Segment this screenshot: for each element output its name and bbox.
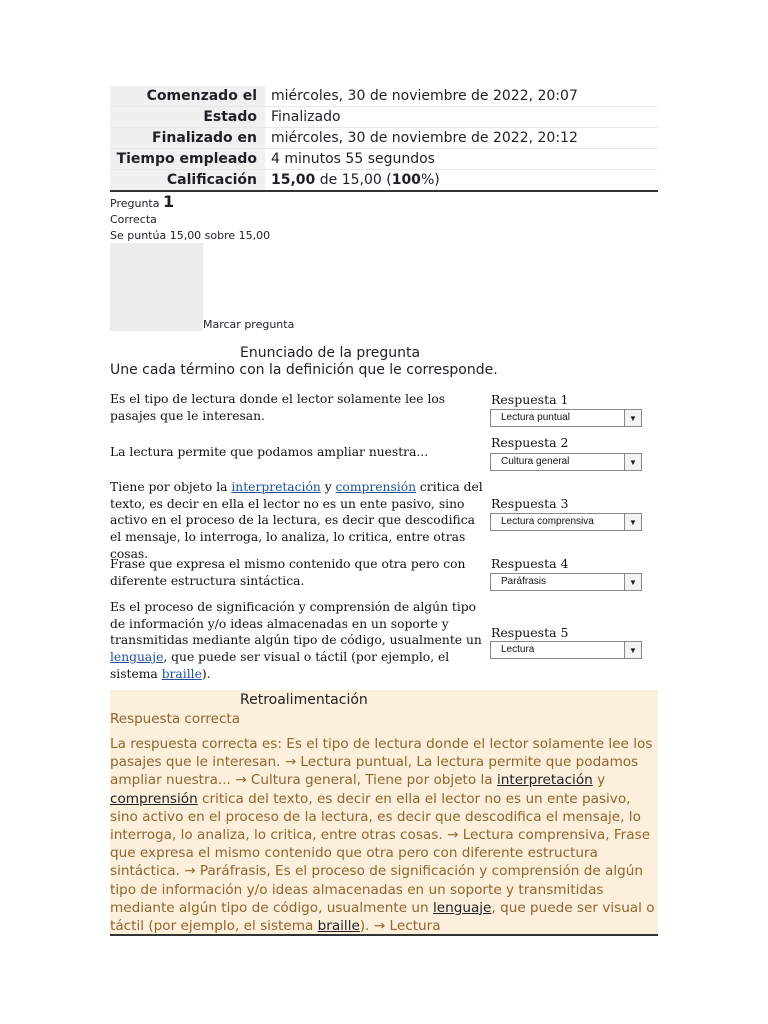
term-2: La lectura permite que podamos ampliar nuestra... [110, 445, 429, 459]
question-heading: Enunciado de la pregunta [240, 345, 421, 361]
answer-4-label: Respuesta 4 [491, 556, 569, 571]
question-intro: Une cada término con la definición que le corresponde. [110, 362, 498, 378]
chevron-down-icon[interactable]: ▼ [624, 410, 641, 426]
question-number-value: 1 [162, 192, 175, 211]
grade-label: Calificación [110, 170, 265, 192]
answer-4-select[interactable] [490, 573, 642, 591]
time-value: 4 minutos 55 segundos [265, 149, 658, 170]
grade-score: 15,00 [271, 172, 316, 188]
term-3-text-a: Tiene por objeto la [110, 480, 232, 494]
flag-icon-placeholder[interactable] [110, 243, 203, 331]
answer-1-select[interactable] [490, 409, 642, 427]
answer-5-select[interactable] [490, 641, 642, 659]
term-5-text-a: Es el proceso de significación y comprensión de algún tipo de información y/o ideas almacenadas en un soporte y transmitidas mediante algún tipo de código, usualmente un [110, 600, 482, 648]
chevron-down-icon[interactable]: ▼ [624, 642, 641, 658]
summary-row-finished [110, 128, 658, 149]
term-5 [110, 599, 482, 683]
answer-5-label: Respuesta 5 [491, 625, 569, 640]
answer-2-label: Respuesta 2 [491, 435, 569, 450]
finished-label: Finalizado en [110, 128, 265, 149]
term-5-text-c: ). [201, 666, 211, 681]
state-label: Estado [110, 107, 265, 128]
feedback-text-5: ). → Lectura [359, 918, 441, 935]
feedback-braille-link[interactable]: braille [317, 918, 360, 935]
term-5-text-b: , que puede ser visual o táctil (por ejemplo, el sistema [110, 650, 450, 681]
feedback-interpretacion-link[interactable]: interpretación [496, 772, 593, 789]
chevron-down-icon[interactable]: ▼ [624, 454, 641, 470]
braille-link[interactable]: braille [161, 666, 202, 681]
finished-value: miércoles, 30 de noviembre de 2022, 20:12 [265, 128, 658, 149]
question-label: Pregunta [110, 197, 160, 210]
question-info [110, 194, 270, 244]
feedback-text-1: La respuesta correcta es: Es el tipo de lectura donde el lector solamente lee los pasajes que le interesan. → Lectura puntual, La lectura permite que podamos ampliar nuestra... → Cultura general, Tiene por objeto la [110, 736, 653, 789]
answer-4-value: Paráfrasis [501, 576, 547, 587]
grade-value [265, 170, 658, 192]
summary-row-time [110, 149, 658, 170]
flag-question-link[interactable]: Marcar pregunta [203, 318, 295, 331]
term-4: Frase que expresa el mismo contenido que otra pero con diferente estructura sintáctica. [110, 557, 466, 588]
feedback-text-2: y [592, 772, 606, 789]
feedback-heading: Retroalimentación [240, 692, 368, 708]
chevron-down-icon[interactable]: ▼ [624, 514, 641, 530]
answer-2-value: Cultura general [501, 456, 570, 467]
attempt-summary-table [110, 86, 658, 192]
grade-end: %) [420, 172, 440, 188]
feedback-text-3: critica del texto, es decir en ella el lector no es un ente pasivo, sino activo en el proceso de la lectura, es decir que descodifica el mensaje, lo interroga, lo analiza, lo critica, entre otras cosas. → Lectura comprensiva, Frase que expresa el mismo contenido que otra pero con diferente estructura sintáctica. → Paráfrasis, Es el proceso de significación y comprensión de algún tipo de información y/o ideas almacenadas en un soporte y transmitidas mediante algún tipo de código, usualmente un [110, 790, 651, 916]
answer-1-label: Respuesta 1 [491, 392, 569, 407]
started-label: Comenzado el [110, 86, 265, 107]
lenguaje-link[interactable]: lenguaje [110, 650, 164, 665]
grade-mid: de 15,00 ( [315, 172, 392, 188]
feedback-comprension-link[interactable]: comprensión [110, 790, 198, 807]
answer-2-select[interactable] [490, 453, 642, 471]
summary-row-started [110, 86, 658, 107]
interpretacion-link[interactable]: interpretación [231, 480, 321, 494]
summary-row-grade [110, 170, 658, 192]
term-3-text-b: y [320, 480, 336, 494]
question-number [110, 194, 270, 212]
state-value: Finalizado [265, 107, 658, 128]
feedback-text [110, 735, 658, 935]
answer-5-value: Lectura [501, 644, 535, 655]
term-3-text-c: critica del texto, es decir en ella el lector no es un ente pasivo, sino activo en el proceso de la lectura, es decir que descodifica el mensaje, lo interroga, lo analiza, lo critica, entre otras cosas. [110, 480, 483, 561]
term-3 [110, 479, 488, 563]
answer-1-value: Lectura puntual [501, 412, 570, 423]
feedback-text-4: , que puede ser visual o táctil (por ejemplo, el sistema [110, 899, 655, 935]
summary-row-state [110, 107, 658, 128]
grade-percent: 100 [391, 172, 421, 188]
question-score: Se puntúa 15,00 sobre 15,00 [110, 229, 271, 242]
time-label: Tiempo empleado [110, 149, 265, 170]
feedback-lenguaje-link[interactable]: lenguaje [432, 899, 492, 916]
feedback-correct-label: Respuesta correcta [110, 711, 240, 727]
comprension-link[interactable]: comprensión [335, 480, 417, 494]
question-status: Correcta [110, 213, 157, 226]
answer-3-select[interactable] [490, 513, 642, 531]
answer-3-value: Lectura comprensiva [501, 516, 594, 527]
answer-3-label: Respuesta 3 [491, 496, 569, 511]
chevron-down-icon[interactable]: ▼ [624, 574, 641, 590]
term-1: Es el tipo de lectura donde el lector solamente lee los pasajes que le interesan. [110, 392, 446, 423]
started-value: miércoles, 30 de noviembre de 2022, 20:07 [265, 86, 658, 107]
